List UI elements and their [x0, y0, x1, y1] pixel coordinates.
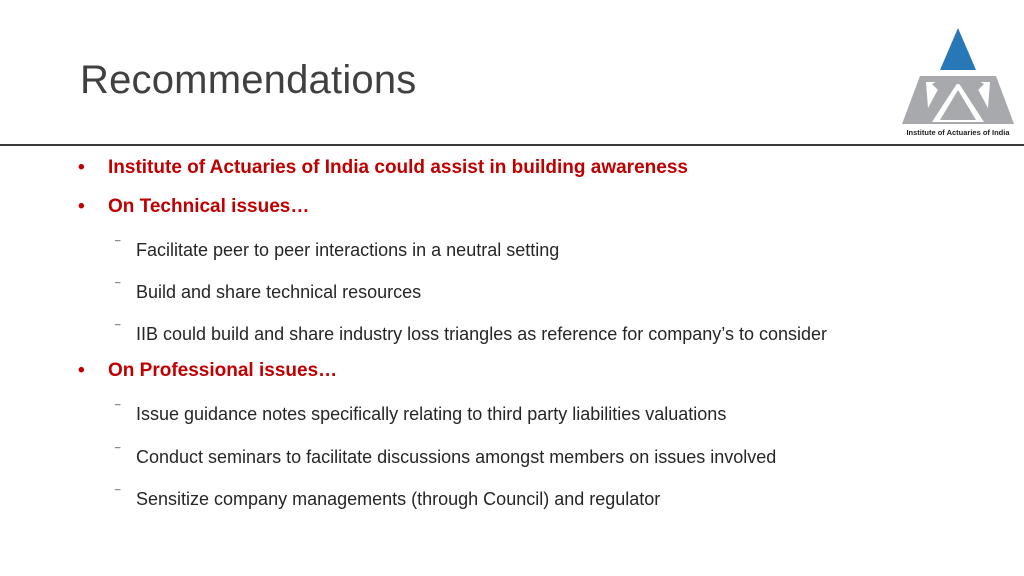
sub-marker: ⁻	[114, 399, 122, 415]
bullet-marker: •	[78, 360, 85, 381]
technical-item-text: Facilitate peer to peer interactions in a neutral setting	[136, 240, 560, 260]
bullet-marker: •	[78, 196, 85, 217]
sub-marker: ⁻	[114, 277, 122, 293]
technical-item-text: IIB could build and share industry loss triangles as reference for company’s to consider	[136, 324, 828, 344]
technical-item-text: Build and share technical resources	[136, 282, 422, 302]
title-divider	[0, 144, 1024, 146]
slide-title: Recommendations	[80, 58, 417, 102]
sub-marker: ⁻	[114, 442, 122, 458]
bullet-marker: •	[78, 157, 85, 178]
professional-item-text: Sensitize company managements (through Council) and regulator	[136, 489, 661, 509]
professional-item-text: Conduct seminars to facilitate discussions amongst members on issues involved	[136, 447, 777, 467]
bullet-text: On Professional issues…	[108, 360, 338, 381]
sub-marker: ⁻	[114, 484, 122, 500]
sub-marker: ⁻	[114, 235, 122, 251]
bullet-text: Institute of Actuaries of India could assist in building awareness	[108, 157, 688, 178]
sub-marker: ⁻	[114, 319, 122, 335]
logo-mark-icon	[898, 24, 1018, 128]
professional-item-text: Issue guidance notes specifically relating to third party liabilities valuations	[136, 404, 727, 424]
bullet-text: On Technical issues…	[108, 196, 310, 217]
logo-caption: Institute of Actuaries of India	[906, 128, 1010, 137]
logo	[898, 24, 1018, 142]
